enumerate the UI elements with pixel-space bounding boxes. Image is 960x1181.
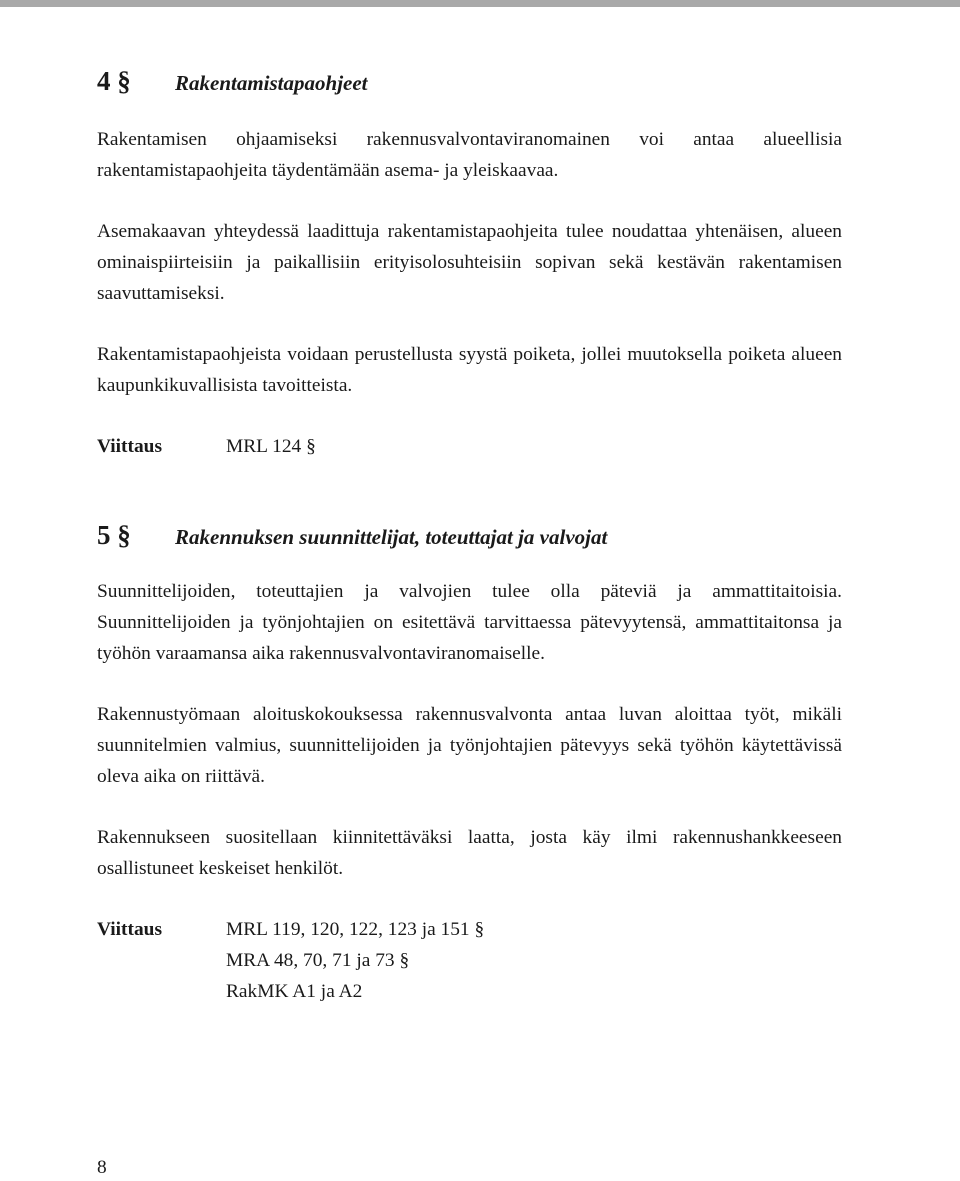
section-title: Rakentamistapaohjeet (175, 71, 368, 95)
page-content (97, 66, 842, 1007)
paragraph: Suunnittelijoiden, toteuttajien ja valvojien tulee olla päteviä ja ammattitaitoisia. Suunnittelijoiden ja työnjohtajien on esitettävä tarvittaessa pätevyytensä, ammattitaitonsa ja työhön varaamansa aika rakennusvalvontaviranomaiselle. (97, 581, 842, 664)
reference-block (97, 914, 842, 1007)
top-rule (0, 0, 960, 7)
paragraph: Rakennustyömaan aloituskokouksessa rakennusvalvonta antaa luvan aloittaa työt, mikäli suunnitelmien valmius, suunnittelijoiden ja työnjohtajien pätevyys sekä työhön käytettävissä oleva aika on riittävä. (97, 704, 842, 787)
section-number: 4 § (97, 66, 131, 96)
paragraph: Rakentamistapaohjeista voidaan perustellusta syystä poiketa, jollei muutoksella poiketa alueen kaupunkikuvallisista tavoitteista. (97, 344, 842, 396)
page-number: 8 (97, 1157, 107, 1178)
section-title: Rakennuksen suunnittelijat, toteuttajat ja valvojat (175, 525, 608, 549)
reference-lines (226, 431, 316, 462)
reference-label: Viittaus (97, 919, 162, 940)
section-heading-4 (97, 66, 842, 106)
reference-label: Viittaus (97, 436, 162, 457)
reference-block (97, 431, 842, 462)
section-heading-5 (97, 520, 842, 560)
section-number: 5 § (97, 520, 131, 550)
reference-line: MRL 124 § (226, 436, 316, 457)
paragraph: Asemakaavan yhteydessä laadittuja rakentamistapaohjeita tulee noudattaa yhtenäisen, alueen ominaispiirteisiin ja paikallisiin erityisolosuhteisiin sopivan sekä kestävän rakentamisen saavuttamiseksi. (97, 221, 842, 304)
reference-line: MRL 119, 120, 122, 123 ja 151 § (226, 919, 485, 940)
paragraph: Rakennukseen suositellaan kiinnitettäväksi laatta, josta käy ilmi rakennushankkeeseen osallistuneet keskeiset henkilöt. (97, 827, 842, 879)
reference-line: RakMK A1 ja A2 (226, 981, 363, 1002)
reference-line: MRA 48, 70, 71 ja 73 § (226, 950, 410, 971)
paragraph: Rakentamisen ohjaamiseksi rakennusvalvontaviranomainen voi antaa alueellisia rakentamistapaohjeita täydentämään asema- ja yleiskaavaa. (97, 129, 842, 181)
reference-lines (226, 914, 484, 1007)
